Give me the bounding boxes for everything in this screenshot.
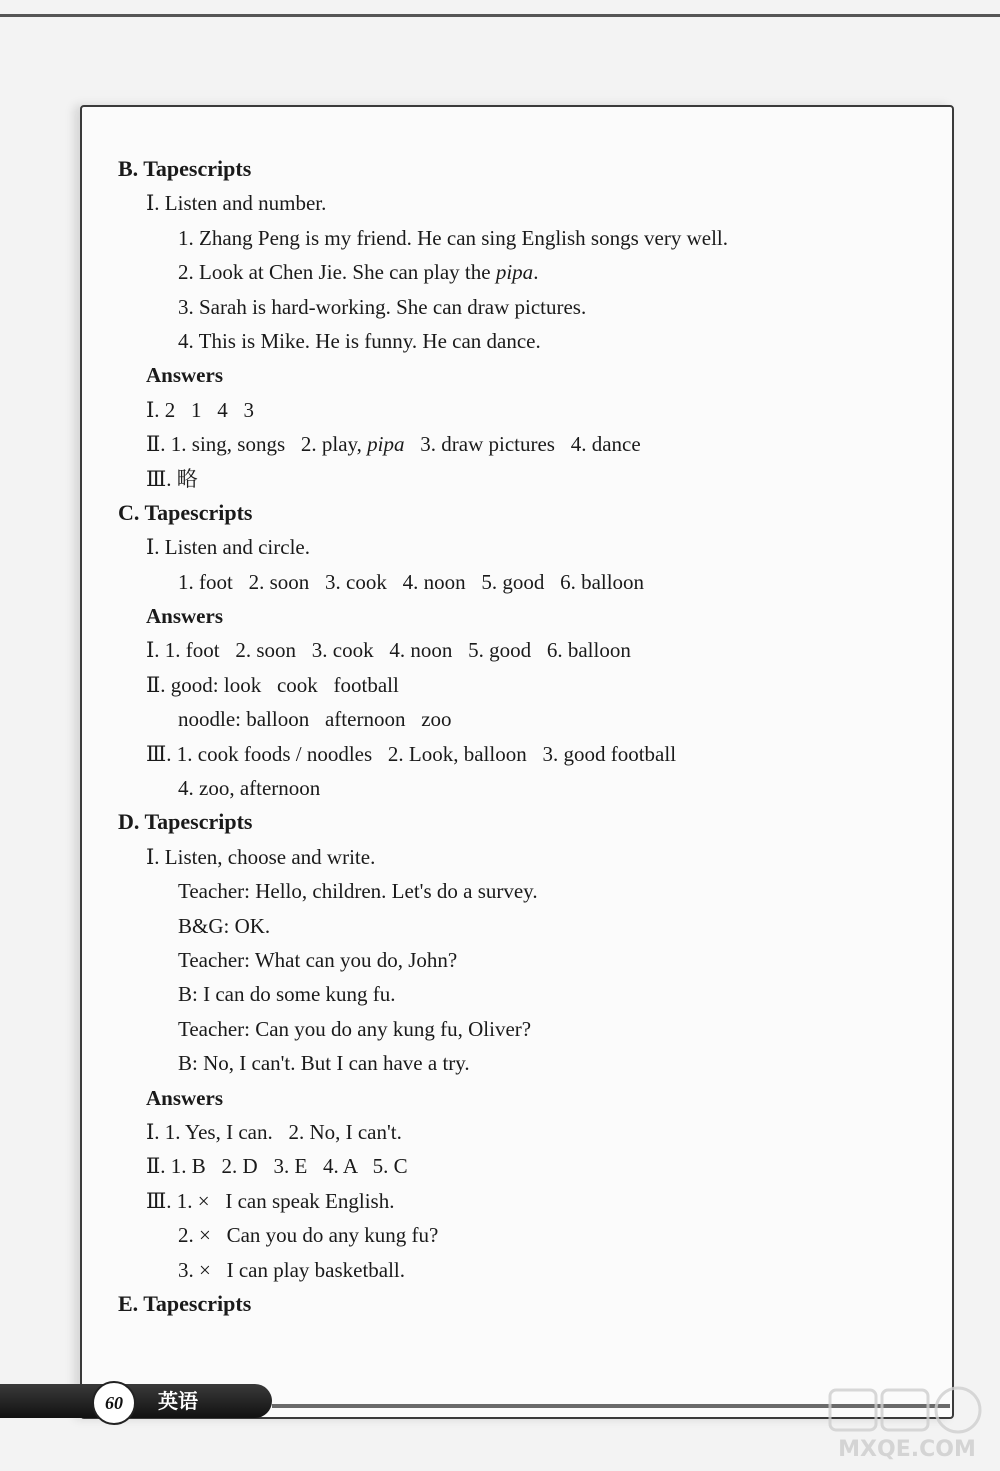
section-c-instruction: Ⅰ. Listen and circle. [146,535,310,560]
tapescript-line: 1. foot 2. soon 3. cook 4. noon 5. good 6. balloon [178,569,645,594]
answer-line: 3. × I can play basketball. [178,1257,406,1282]
answer-line: Ⅰ. 1. Yes, I can. 2. No, I can't. [146,1119,402,1144]
section-b-heading: B. Tapescripts [118,156,252,181]
section-e-heading: E. Tapescripts [118,1290,252,1316]
answers-label: Answers [146,604,223,629]
tapescript-line: 4. This is Mike. He is funny. He can dance. [178,328,541,353]
footer-tab [0,1384,272,1418]
dialogue-line: B&G: OK. [178,913,271,938]
answer-line: Ⅱ. 1. B 2. D 3. E 4. A 5. C [146,1154,408,1179]
dialogue-line: Teacher: Can you do any kung fu, Oliver? [178,1016,532,1041]
answer-line: 4. zoo, afternoon [178,776,321,801]
section-c-heading: C. Tapescripts [118,499,253,525]
tapescript-line: 2. Look at Chen Jie. She can play the pipa. [178,260,539,285]
dialogue-line: B: No, I can't. But I can have a try. [178,1051,470,1076]
section-b-instruction: Ⅰ. Listen and number. [146,191,327,216]
section-d-instruction: Ⅰ. Listen, choose and write. [146,844,376,869]
dialogue-line: Teacher: What can you do, John? [178,947,458,972]
page-number: 60 [92,1381,136,1425]
section-d-heading: D. Tapescripts [118,809,253,835]
answer-line: Ⅰ. 1. foot 2. soon 3. cook 4. noon 5. good 6. balloon [146,638,631,663]
answer-line: Ⅱ. good: look cook football [146,672,399,697]
dialogue-line: Teacher: Hello, children. Let's do a survey. [178,879,538,904]
watermark-logo [822,1386,992,1466]
dialogue-line: B: I can do some kung fu. [178,982,396,1007]
answer-key-content [118,152,918,1321]
answer-line: Ⅰ. 2 1 4 3 [146,397,255,422]
tapescript-line: 1. Zhang Peng is my friend. He can sing English songs very well. [178,225,728,250]
answers-label: Answers [146,1085,223,1110]
answer-line: 2. × Can you do any kung fu? [178,1223,439,1248]
watermark-url: MXQE.COM [838,1437,976,1462]
answer-line: Ⅲ. 1. × I can speak English. [146,1188,395,1213]
subject-label: 英语 [158,1389,198,1413]
answer-line: Ⅲ. 略 [146,466,198,491]
top-rule [0,14,1000,17]
answer-line: Ⅲ. 1. cook foods / noodles 2. Look, balloon 3. good football [146,741,677,766]
answers-label: Answers [146,363,223,388]
tapescript-line: 3. Sarah is hard-working. She can draw pictures. [178,294,587,319]
answer-line: noodle: balloon afternoon zoo [178,707,452,732]
answer-line: Ⅱ. 1. sing, songs 2. play, pipa 3. draw pictures 4. dance [146,432,641,457]
